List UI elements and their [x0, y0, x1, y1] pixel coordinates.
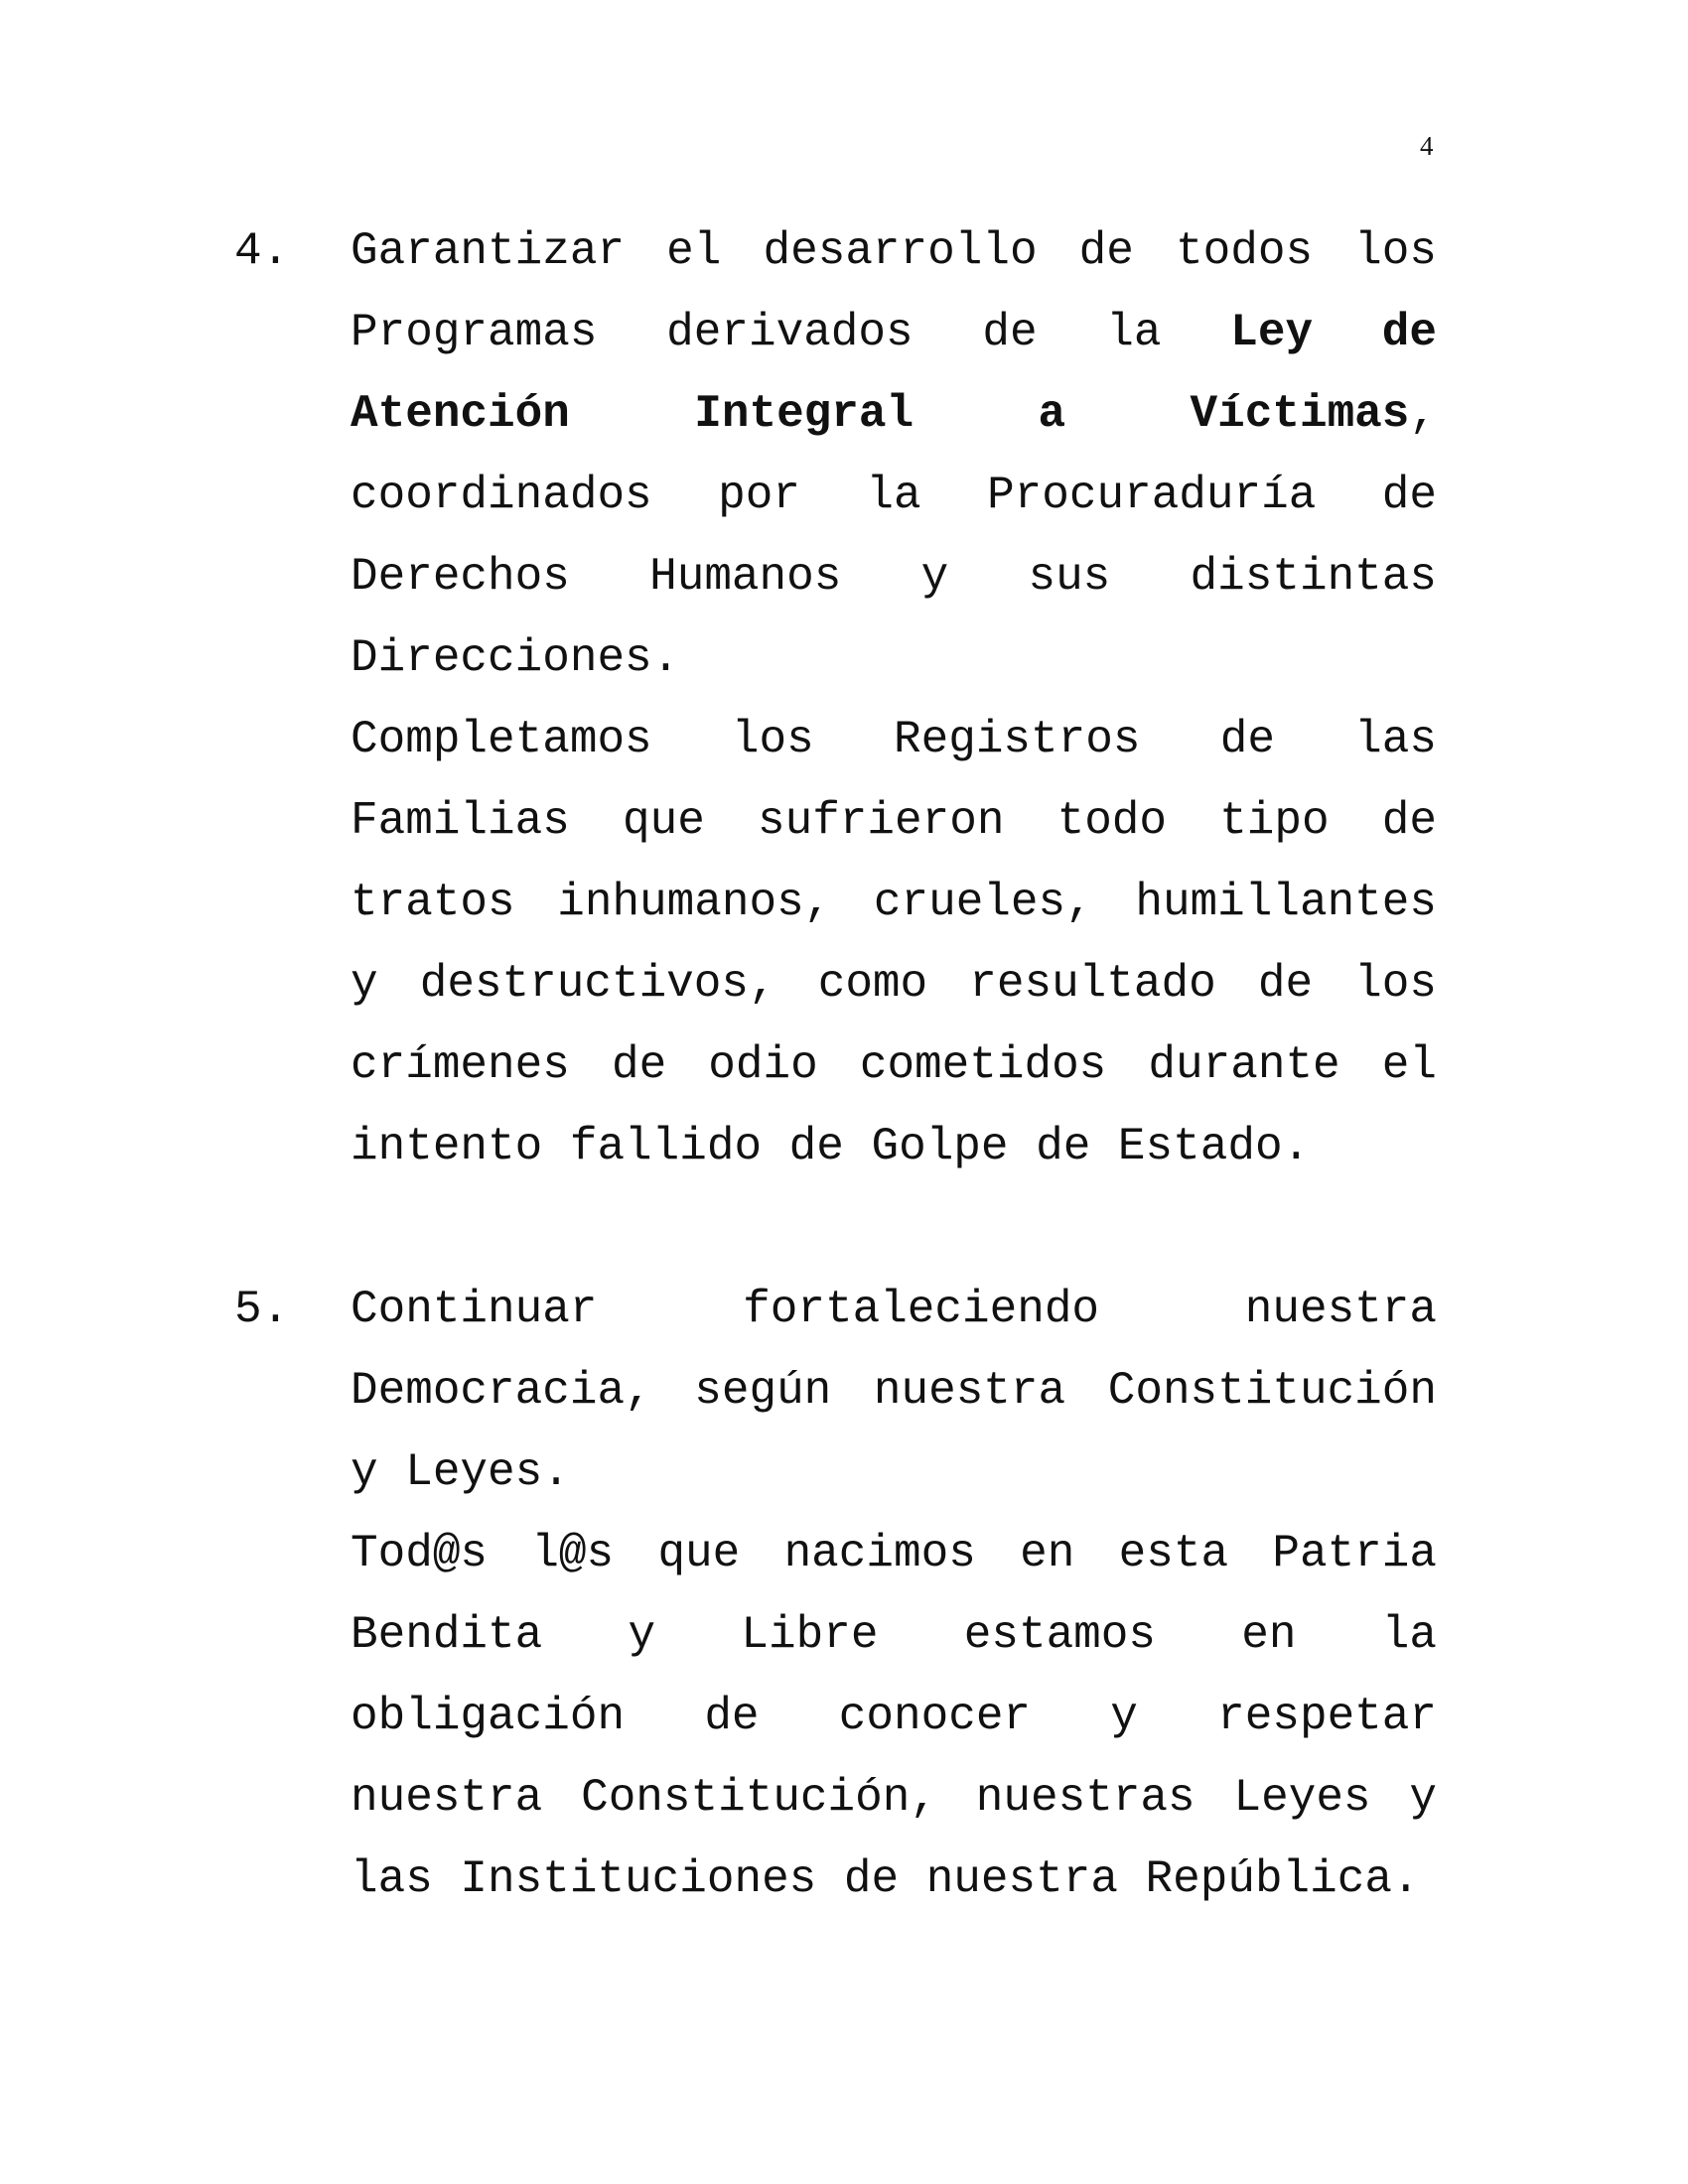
- paragraph-registros: Completamos los Registros de las Familias que sufrieron todo tipo de tratos inhumanos, crueles, humillantes y destructivos, como resultado de los crímenes de odio cometidos durante el intento fallido de Golpe de Estado.: [351, 714, 1437, 1172]
- page-number: 4: [1420, 131, 1434, 161]
- item4-text-before: Garantizar el desarrollo de todos los Programas derivados de la: [351, 225, 1437, 358]
- list-item-text-4: [351, 210, 1437, 699]
- paragraph-todos: Tod@s l@s que nacimos en esta Patria Bendita y Libre estamos en la obligación de conocer y respetar nuestra Constitución, nuestras Leyes y las Instituciones de nuestra República.: [351, 1528, 1437, 1905]
- list-item-number-5: 5.: [234, 1284, 290, 1335]
- law-name-bold: Ley de Atención Integral a Víctimas: [351, 307, 1437, 440]
- list-item-number-4: 4.: [234, 225, 290, 277]
- list-item-text-5: Continuar fortaleciendo nuestra Democracia, según nuestra Constitución y Leyes.: [351, 1284, 1437, 1498]
- item4-text-after: , coordinados por la Procuraduría de Derechos Humanos y sus distintas Direcciones.: [351, 388, 1437, 684]
